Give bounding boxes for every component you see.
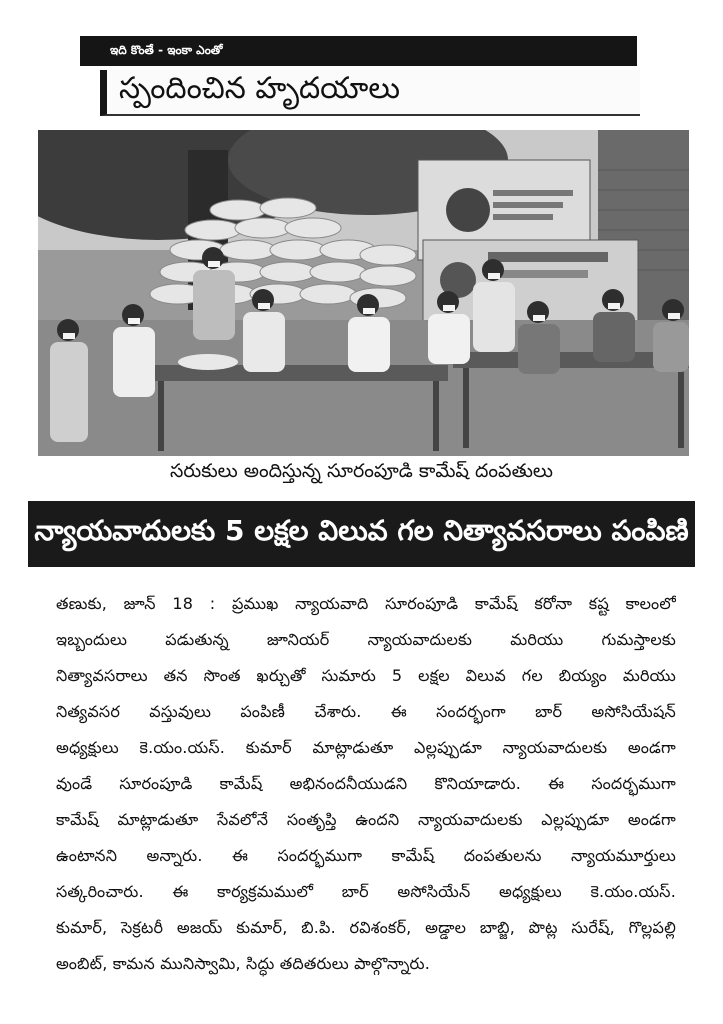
article-line: ఇబ్బందులు పడుతున్న జూనియర్ న్యాయవాదులకు మరియు గుమస్తాలకు — [56, 630, 676, 649]
headline — [28, 501, 695, 567]
news-photo — [38, 130, 689, 456]
article-line: అంబిట్, కామన మునిస్వామి, సిద్ధు తదితరులు పాల్గొన్నారు. — [56, 954, 431, 973]
series-title — [100, 70, 640, 116]
headline-text: న్యాయవాదులకు 5 లక్షల విలువ గల నిత్యావసరాలు పంపిణి — [34, 514, 689, 547]
kicker-text: ఇది కొంతే - ఇంకా ఎంతో — [110, 42, 223, 57]
article-line: కుమార్, సెక్రటరీ అజయ్ కుమార్, బి.పి. రవిశంకర్, అడ్డాల బాబ్జి, పొట్ల సురేష్, గొల్లపల్లి — [56, 918, 676, 937]
article-line: వుండే సూరంపూడి కామేష్ అభినందనీయుడని కొనియాడారు. ఈ సందర్భముగా — [56, 774, 676, 793]
article-line: ఉంటానని అన్నారు. ఈ సందర్భముగా కామేష్ దంపతులను న్యాయమూర్తులు — [56, 846, 676, 865]
article-line: నిత్యావసరాలు తన సొంత ఖర్చుతో సుమారు 5 లక్షల విలువ గల బియ్యం మరియు — [56, 666, 676, 685]
article-line: తణుకు, జూన్ 18 : ప్రముఖ న్యాయవాది సూరంపూడి కామేష్ కరోనా కష్ట కాలంలో — [56, 594, 676, 613]
news-photo-illustration — [38, 130, 689, 456]
series-title-text: స్పందించిన హృదయాలు — [119, 71, 401, 106]
article-line: అధ్యక్షులు కె.యం.యస్. కుమార్ మాట్లాడుతూ ఎల్లప్పుడూ న్యాయవాదులకు అండగా — [56, 738, 676, 757]
article-line: సత్కరించారు. ఈ కార్యక్రమములో బార్ అసోసియేన్ అధ్యక్షులు కె.యం.యస్. — [56, 882, 676, 901]
kicker-bar — [80, 36, 637, 66]
article-line: నిత్యవసర వస్తువులు పంపిణీ చేశారు. ఈ సందర్భంగా బార్ అసోసియేషన్ — [56, 702, 676, 721]
article-body — [56, 586, 676, 982]
photo-caption: సరుకులు అందిస్తున్న సూరంపూడి కామేష్ దంపతులు — [170, 460, 553, 482]
article-line: కామేష్ మాట్లాడుతూ సేవలోనే సంతృప్తి ఉందని న్యాయవాదులకు ఎల్లప్పుడూ అండగా — [56, 810, 676, 829]
